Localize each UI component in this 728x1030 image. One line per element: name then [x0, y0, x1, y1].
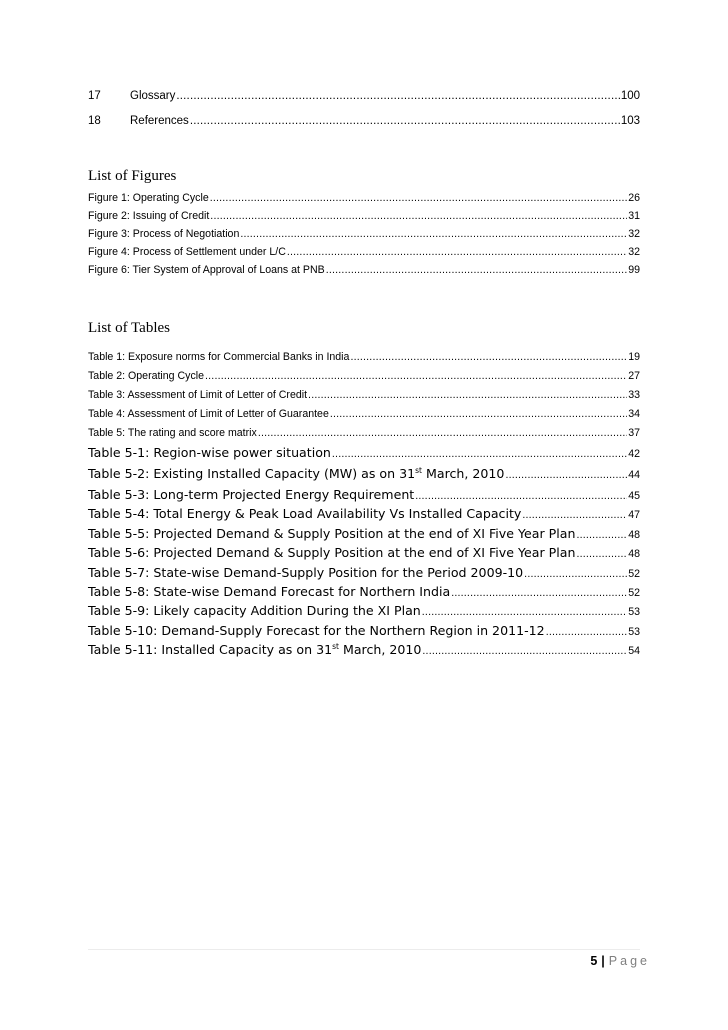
table-label: Table 5-4: Total Energy & Peak Load Availability Vs Installed Capacity	[88, 506, 522, 521]
list-of-figures-heading: List of Figures	[88, 168, 177, 184]
dot-leader	[451, 584, 627, 599]
toc-entry-references[interactable]	[88, 115, 640, 127]
toc-entry-glossary[interactable]	[88, 90, 640, 102]
table-entry[interactable]	[88, 389, 640, 401]
figure-page: 99	[628, 264, 640, 276]
table-label: Table 4: Assessment of Limit of Letter of Guarantee	[88, 408, 329, 420]
ordinal-suffix: st	[415, 466, 422, 475]
table-entry[interactable]	[88, 351, 640, 363]
dot-leader	[330, 408, 627, 420]
dot-leader	[240, 228, 627, 240]
table-page: 53	[628, 606, 640, 618]
list-of-tables-heading: List of Tables	[88, 320, 170, 336]
footer-separator: |	[601, 954, 605, 968]
dot-leader	[326, 264, 627, 276]
table-label: Table 5-1: Region-wise power situation	[88, 445, 331, 460]
table-label: Table 2: Operating Cycle	[88, 370, 205, 382]
table-label-text: March, 2010	[338, 642, 422, 657]
table-entry[interactable]	[88, 487, 640, 502]
table-label: Table 5-3: Long-term Projected Energy Requirement	[88, 487, 415, 502]
table-page: 47	[628, 509, 640, 521]
table-page: 34	[628, 408, 640, 420]
toc-number: 18	[88, 115, 101, 127]
dot-leader	[576, 545, 627, 560]
figure-entry[interactable]	[88, 210, 640, 222]
figure-label: Figure 4: Process of Settlement under L/C	[88, 246, 286, 258]
figure-entry[interactable]	[88, 228, 640, 240]
dot-leader	[415, 487, 627, 502]
table-label: Table 3: Assessment of Limit of Letter of Credit	[88, 389, 308, 401]
dot-leader	[505, 466, 627, 481]
dot-leader	[210, 192, 627, 204]
table-label	[88, 642, 421, 657]
toc-label: References	[130, 115, 189, 127]
table-entry[interactable]	[88, 466, 640, 481]
table-page: 54	[628, 645, 640, 657]
table-label-text: Table 5-2: Existing Installed Capacity (MW) as on 31	[88, 466, 416, 481]
table-label: Table 5-8: State-wise Demand Forecast for Northern India	[88, 584, 451, 599]
table-page: 37	[628, 427, 640, 439]
toc-number: 17	[88, 90, 101, 102]
figure-page: 26	[628, 192, 640, 204]
toc-label: Glossary	[130, 90, 176, 102]
table-entry[interactable]	[88, 565, 640, 580]
table-page: 19	[628, 351, 640, 363]
dot-leader	[422, 603, 627, 618]
dot-leader	[524, 565, 627, 580]
table-label: Table 5-6: Projected Demand & Supply Position at the end of XI Five Year Plan	[88, 545, 576, 560]
figure-label: Figure 2: Issuing of Credit	[88, 210, 210, 222]
footer-page-number: 5	[590, 954, 598, 968]
footer-page-word: Page	[608, 954, 650, 968]
figure-label: Figure 6: Tier System of Approval of Loans at PNB	[88, 264, 325, 276]
table-page: 52	[628, 587, 640, 599]
table-label	[88, 466, 504, 481]
table-label: Table 1: Exposure norms for Commercial Banks in India	[88, 351, 350, 363]
figure-entry[interactable]	[88, 264, 640, 276]
dot-leader	[422, 642, 627, 657]
table-page: 48	[628, 548, 640, 560]
table-label: Table 5: The rating and score matrix	[88, 427, 257, 439]
footer-divider	[88, 949, 640, 950]
dot-leader	[258, 427, 627, 439]
table-entry[interactable]	[88, 370, 640, 382]
figure-label: Figure 1: Operating Cycle	[88, 192, 209, 204]
table-page: 52	[628, 568, 640, 580]
figure-label: Figure 3: Process of Negotiation	[88, 228, 240, 240]
table-label: Table 5-7: State-wise Demand-Supply Position for the Period 2009-10	[88, 565, 524, 580]
dot-leader	[546, 623, 628, 638]
dot-leader	[522, 506, 627, 521]
table-entry[interactable]	[88, 445, 640, 460]
dot-leader	[205, 370, 627, 382]
table-page: 27	[628, 370, 640, 382]
figure-entry[interactable]	[88, 246, 640, 258]
table-label: Table 5-10: Demand-Supply Forecast for the Northern Region in 2011-12	[88, 623, 545, 638]
dot-leader	[308, 389, 627, 401]
dot-leader	[210, 210, 627, 222]
figure-entry[interactable]	[88, 192, 640, 204]
table-entry[interactable]	[88, 603, 640, 618]
dot-leader	[190, 115, 620, 127]
table-entry[interactable]	[88, 408, 640, 420]
table-label: Table 5-5: Projected Demand & Supply Position at the end of XI Five Year Plan	[88, 526, 576, 541]
toc-page: 103	[620, 115, 640, 127]
dot-leader	[287, 246, 627, 258]
table-label-text: Table 5-11: Installed Capacity as on 31	[88, 642, 333, 657]
dot-leader	[176, 90, 619, 102]
table-entry[interactable]	[88, 642, 640, 657]
figure-page: 31	[628, 210, 640, 222]
dot-leader	[332, 445, 627, 460]
table-entry[interactable]	[88, 506, 640, 521]
dot-leader	[576, 526, 627, 541]
toc-page: 100	[620, 90, 640, 102]
table-entry[interactable]	[88, 526, 640, 541]
table-page: 45	[628, 490, 640, 502]
page-footer	[590, 954, 650, 968]
figure-page: 32	[628, 246, 640, 258]
table-entry[interactable]	[88, 545, 640, 560]
figure-page: 32	[628, 228, 640, 240]
table-label-text: March, 2010	[421, 466, 505, 481]
table-page: 48	[628, 529, 640, 541]
table-entry[interactable]	[88, 584, 640, 599]
table-page: 42	[628, 448, 640, 460]
table-page: 53	[628, 626, 640, 638]
table-page: 33	[628, 389, 640, 401]
dot-leader	[350, 351, 627, 363]
table-page: 44	[628, 469, 640, 481]
ordinal-suffix: st	[332, 642, 339, 651]
table-entry[interactable]	[88, 623, 640, 638]
table-entry[interactable]	[88, 427, 640, 439]
table-label: Table 5-9: Likely capacity Addition During the XI Plan	[88, 603, 421, 618]
